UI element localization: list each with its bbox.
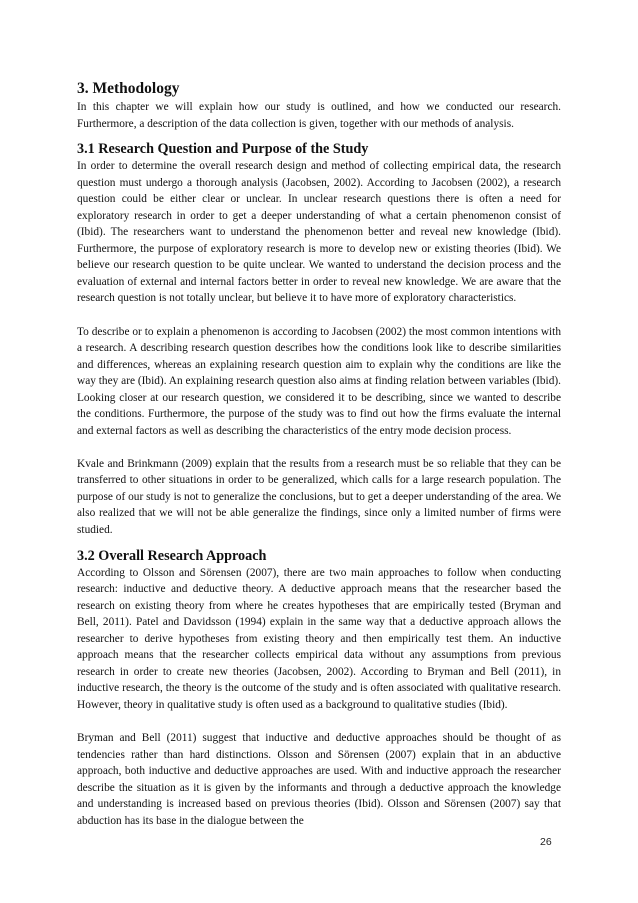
section-3-1-paragraph-2: To describe or to explain a phenomenon is according to Jacobsen (2002) the most common intentions with a research. A describing research question describes how the conditions look like to describe similarities and differences, whereas an explaining research question aim to explain why the conditions are like the way they are (Ibid). An explaining research question also aims at finding relation between variables (Ibid). Looking closer at our research question, we considered it to be describing, since we wanted to describe the conditions. Furthermore, the purpose of the study was to find out how the firms evaluate the internal and external factors as well as describing the characteristics of the entry mode decision process. bbox=[77, 325, 561, 437]
section-3-2-paragraph-1: According to Olsson and Sörensen (2007), there are two main approaches to follow when conducting research: inductive and deductive theory. A deductive approach means that the researcher based the research on existing theory from where he creates hypotheses that are empirically tested (Bryman and Bell, 2011). Patel and Davidsson (1994) explain in the same way that a deductive approach allows the researcher to derive hypotheses from existing theory and then empirically test them. An inductive approach means that the researcher collects empirical data without any assumptions from previous research in order to create new theories (Jacobsen, 2002). According to Bryman and Bell (2011), in inductive research, the theory is the outcome of the study and is often associated with qualitative research. However, theory in qualitative study is often used as a background to qualitative studies (Ibid). bbox=[77, 566, 561, 711]
section-3-1-title: 3.1 Research Question and Purpose of the Study bbox=[77, 141, 369, 158]
section-3-2-title: 3.2 Overall Research Approach bbox=[77, 547, 267, 564]
chapter-intro: In this chapter we will explain how our study is outlined, and how we conducted our research. Furthermore, a description of the data collection is given, together with our methods of analysis. bbox=[77, 101, 561, 130]
section-3-1-paragraph-1: In order to determine the overall research design and method of collecting empirical data, the research question must undergo a thorough analysis (Jacobsen, 2002). According to Jacobsen (2002), a research question could be either clear or unclear. In unclear research questions there is often a need for exploratory research in order to get a deeper understanding of what a certain phenomenon consist of (Ibid). The researchers want to understand the phenomenon better and reveal new knowledge (Ibid). Furthermore, the purpose of exploratory research is more to develop new or existing theories (Ibid). We believe our research question to be quite unclear. We wanted to understand the decision process and the evaluation of external and internal factors better in order to reveal new knowledge. We are aware that the research question is not totally unclear, but believe it to have more of exploratory characteristics. bbox=[77, 160, 561, 305]
page-number: 26 bbox=[540, 836, 552, 848]
page-content bbox=[77, 80, 561, 829]
chapter-title: 3. Methodology bbox=[77, 80, 180, 97]
section-3-2-paragraph-2: Bryman and Bell (2011) suggest that inductive and deductive approaches should be thought of as tendencies rather than hard distinctions. Olsson and Sörensen (2007) explain that in an abductive approach, both inductive and deductive approaches are used. With and inductive approach the researcher describe the situation as it is given by the informants and through a deductive approach the knowledge and understanding is increased based on previous theories (Ibid). Olsson and Sörensen (2007) say that abduction has its base in the dialogue between the bbox=[77, 732, 561, 827]
section-3-1-paragraph-3: Kvale and Brinkmann (2009) explain that the results from a research must be so reliable that they can be transferred to other situations in order to be generalized, which calls for a large research population. The purpose of our study is not to generalize the conclusions, but to get a deeper understanding of the area. We also realized that we will not be able generalize the findings, since only a limited number of firms were studied. bbox=[77, 457, 561, 537]
